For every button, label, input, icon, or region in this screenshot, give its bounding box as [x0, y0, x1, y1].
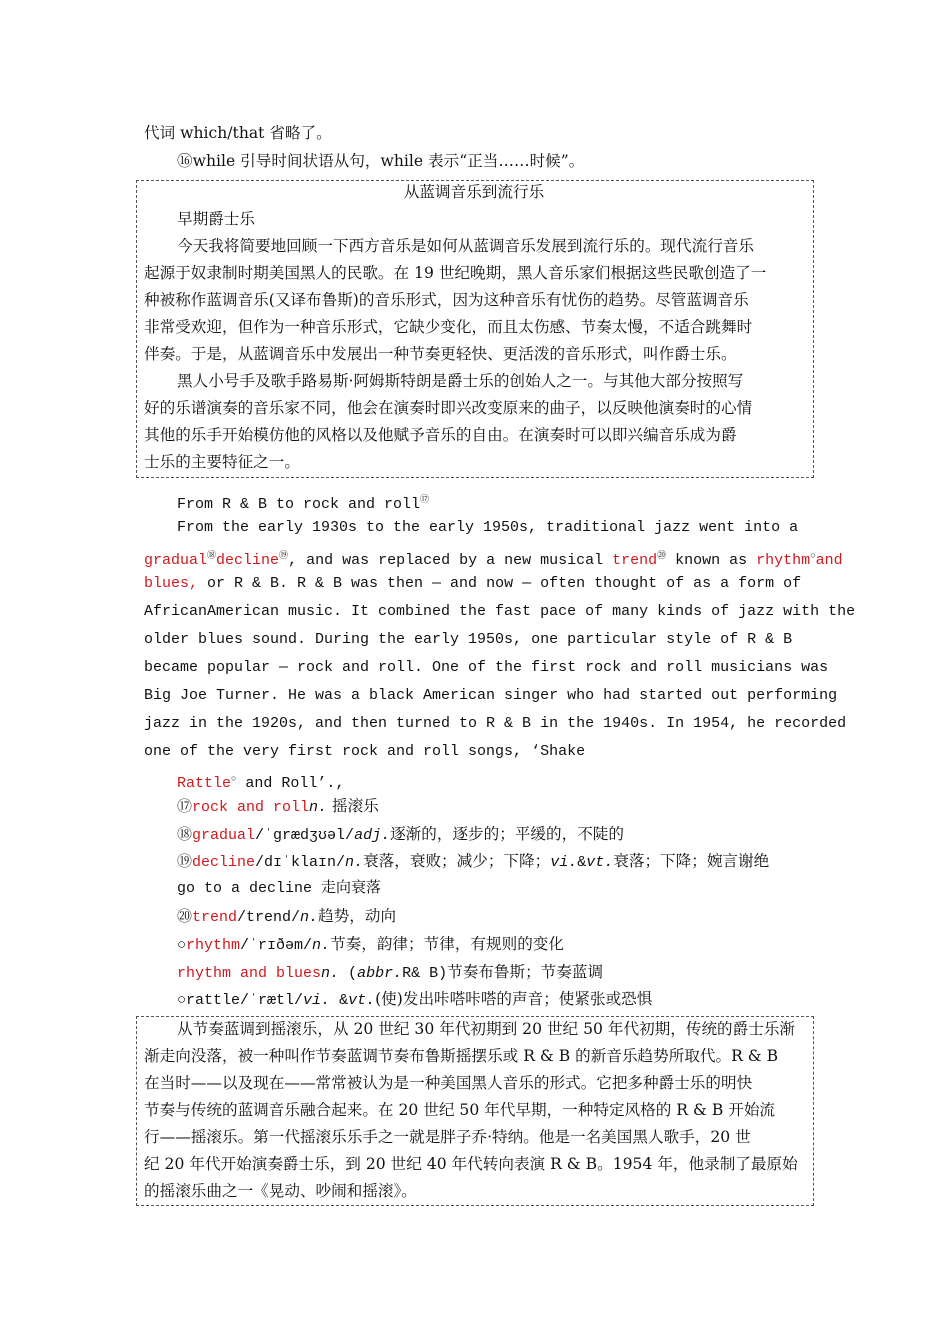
abbreviation-label: abbr.	[357, 965, 403, 982]
vocab-entry	[177, 934, 564, 956]
heading-text: From R & B to rock and roll	[177, 496, 421, 513]
text-line: older blues sound. During the early 1950s, one particular style of R & B	[144, 631, 793, 648]
vocab-word: blues,	[144, 575, 199, 592]
vocab-entry	[177, 824, 624, 846]
text-span: R& B)	[402, 965, 448, 982]
vocab-word: gradual	[144, 552, 208, 569]
phonetic: /ˈrɪðəm/	[240, 937, 313, 954]
part-of-speech: adj.	[354, 827, 391, 844]
part-of-speech: vt.	[586, 854, 614, 871]
text-line: 好的乐谱演奏的音乐家不同，他会在演奏时即兴改变原来的曲子，以反映他演奏时的心情	[144, 399, 753, 417]
part-of-speech: n.	[300, 909, 319, 926]
text-line: 士乐的主要特征之一。	[144, 453, 300, 471]
vocab-word: and	[815, 552, 843, 569]
text-line: jazz in the 1920s, and then turned to R & B in the 1940s. In 1954, he recorded	[144, 715, 847, 732]
definition: 衰落；下降；婉言谢绝	[613, 852, 770, 870]
text-line: 种被称作蓝调音乐(又译布鲁斯)的音乐形式，因为这种音乐有忧伤的趋势。尽管蓝调音乐	[144, 291, 749, 309]
text-line	[144, 574, 806, 594]
text-line: 代词 which/that 省略了。	[144, 124, 332, 142]
text-span: known as	[666, 552, 757, 569]
vocab-word: decline	[216, 552, 280, 569]
text-line: 纪 20 年代开始演奏爵士乐，到 20 世纪 40 年代转向表演 R & B。1954 年，他录制了最原始	[144, 1155, 798, 1173]
text-line: 起源于奴隶制时期美国黑人的民歌。在 19 世纪晚期，黑人音乐家们根据这些民歌创造了一	[144, 264, 767, 282]
vocab-entry	[177, 989, 652, 1011]
section-heading	[177, 490, 429, 515]
vocab-entry	[177, 851, 769, 873]
definition: 衰落，衰败；减少；下降；	[363, 852, 551, 870]
circled-marker: ⑲	[177, 854, 193, 871]
circled-marker: ⑰	[420, 495, 430, 505]
text-span: and Roll’.,	[236, 775, 345, 792]
vocab-entry	[177, 796, 379, 818]
definition: (使)发出咔嗒咔嗒的声音；使紧张或恐惧	[375, 990, 653, 1008]
text-line: 在当时——以及现在——常常被认为是一种美国黑人音乐的形式。它把多种爵士乐的明快	[144, 1074, 753, 1092]
phonetic: /ˈɡrædʒʊəl/	[255, 827, 355, 844]
definition: 逐渐的，逐步的；平缓的，不陡的	[390, 825, 624, 843]
box-title: 从蓝调音乐到流行乐	[403, 183, 545, 201]
text-line: 今天我将简要地回顾一下西方音乐是如何从蓝调音乐发展到流行乐的。现代流行音乐	[177, 237, 754, 255]
box-subtitle: 早期爵士乐	[177, 210, 255, 228]
part-of-speech: n.	[312, 937, 331, 954]
text-line: Big Joe Turner. He was a black American singer who had started out performing	[144, 687, 838, 704]
definition: 节奏，韵律；节律，有规则的变化	[330, 935, 564, 953]
circled-marker: ○	[177, 937, 187, 954]
circled-marker: ⑱	[207, 551, 217, 561]
circled-marker: ○	[231, 774, 237, 784]
circled-marker: ⑳	[177, 909, 193, 926]
circled-marker: ⑳	[657, 551, 667, 561]
vocab-word: rhythm	[756, 552, 811, 569]
phonetic: /trend/	[237, 909, 301, 926]
circled-marker: ⑱	[177, 827, 193, 844]
text-line: 节奏与传统的蓝调音乐融合起来。在 20 世纪 50 年代早期，一种特定风格的 R & B 开始流	[144, 1101, 776, 1119]
text-span: , and was replaced by a new musical	[288, 552, 613, 569]
text-line	[177, 769, 344, 794]
phonetic: /ˈrætl/	[240, 992, 304, 1009]
part-of-speech: n.	[309, 799, 328, 816]
text-span: (	[339, 965, 358, 982]
definition: 节奏布鲁斯；节奏蓝调	[447, 963, 604, 981]
text-line: 其他的乐手开始模仿他的风格以及他赋予音乐的自由。在演奏时可以即兴编音乐成为爵	[144, 426, 737, 444]
text-line: 渐走向没落，被一种叫作节奏蓝调节奏布鲁斯摇摆乐或 R & B 的新音乐趋势所取代。R & B	[144, 1047, 779, 1065]
circled-marker: ○	[810, 551, 816, 561]
part-of-speech: n.	[321, 965, 340, 982]
ampersand: &	[577, 854, 587, 871]
circled-marker: ⑯	[177, 152, 193, 170]
text-line: 黑人小号手及歌手路易斯·阿姆斯特朗是爵士乐的创始人之一。与其他大部分按照写	[177, 372, 744, 390]
part-of-speech: vi.	[303, 992, 331, 1009]
definition: 摇滚乐	[327, 797, 379, 815]
text-line	[177, 151, 584, 171]
vocab-word: rattle	[186, 992, 241, 1009]
text-span: while 引导时间状语从句，while 表示“正当……时候”。	[192, 152, 585, 170]
vocab-word: Rattle	[177, 775, 232, 792]
vocab-word: rock and roll	[192, 799, 310, 816]
vocab-word: trend	[192, 909, 238, 926]
vocab-entry	[177, 962, 603, 984]
vocab-word: trend	[612, 552, 658, 569]
text-line: AfricanAmerican music. It combined the fast pace of many kinds of jazz with the	[144, 603, 856, 620]
circled-marker: ⑰	[177, 799, 193, 816]
vocab-word: rhythm and blues	[177, 965, 322, 982]
text-line: 伴奏。于是，从蓝调音乐中发展出一种节奏更轻快、更活泼的音乐形式，叫作爵士乐。	[144, 345, 737, 363]
vocab-word: decline	[192, 854, 256, 871]
part-of-speech: vi.	[550, 854, 578, 871]
text-line	[144, 546, 843, 571]
vocab-word: gradual	[192, 827, 256, 844]
part-of-speech: vt.	[348, 992, 376, 1009]
text-line: From the early 1930s to the early 1950s, traditional jazz went into a	[177, 519, 799, 536]
text-line: 从节奏蓝调到摇滚乐，从 20 世纪 30 年代初期到 20 世纪 50 年代初期，传统的爵士乐渐	[177, 1020, 796, 1038]
text-line: 的摇滚乐曲之一《晃动、吵闹和摇滚》。	[144, 1182, 417, 1200]
definition: 趋势，动向	[318, 907, 397, 925]
vocab-entry	[177, 906, 396, 928]
part-of-speech: n.	[345, 854, 364, 871]
text-line: became popular — rock and roll. One of the first rock and roll musicians was	[144, 659, 829, 676]
text-line: one of the very first rock and roll songs, ‘Shake	[144, 743, 586, 760]
text-line: 非常受欢迎，但作为一种音乐形式，它缺少变化，而且太伤感、节奏太慢，不适合跳舞时	[144, 318, 753, 336]
text-span: or R & B. R & B was then — and now — often thought of as a form of	[198, 575, 802, 592]
text-line: 行——摇滚乐。第一代摇滚乐乐手之一就是胖子乔·特纳。他是一名美国黑人歌手，20 世	[144, 1128, 751, 1146]
phonetic: /dɪˈklaɪn/	[255, 854, 346, 871]
vocab-phrase: go to a decline 走向衰落	[177, 880, 382, 897]
circled-marker: ○	[177, 992, 187, 1009]
vocab-word: rhythm	[186, 937, 241, 954]
ampersand: &	[330, 992, 349, 1009]
circled-marker: ⑲	[279, 551, 289, 561]
